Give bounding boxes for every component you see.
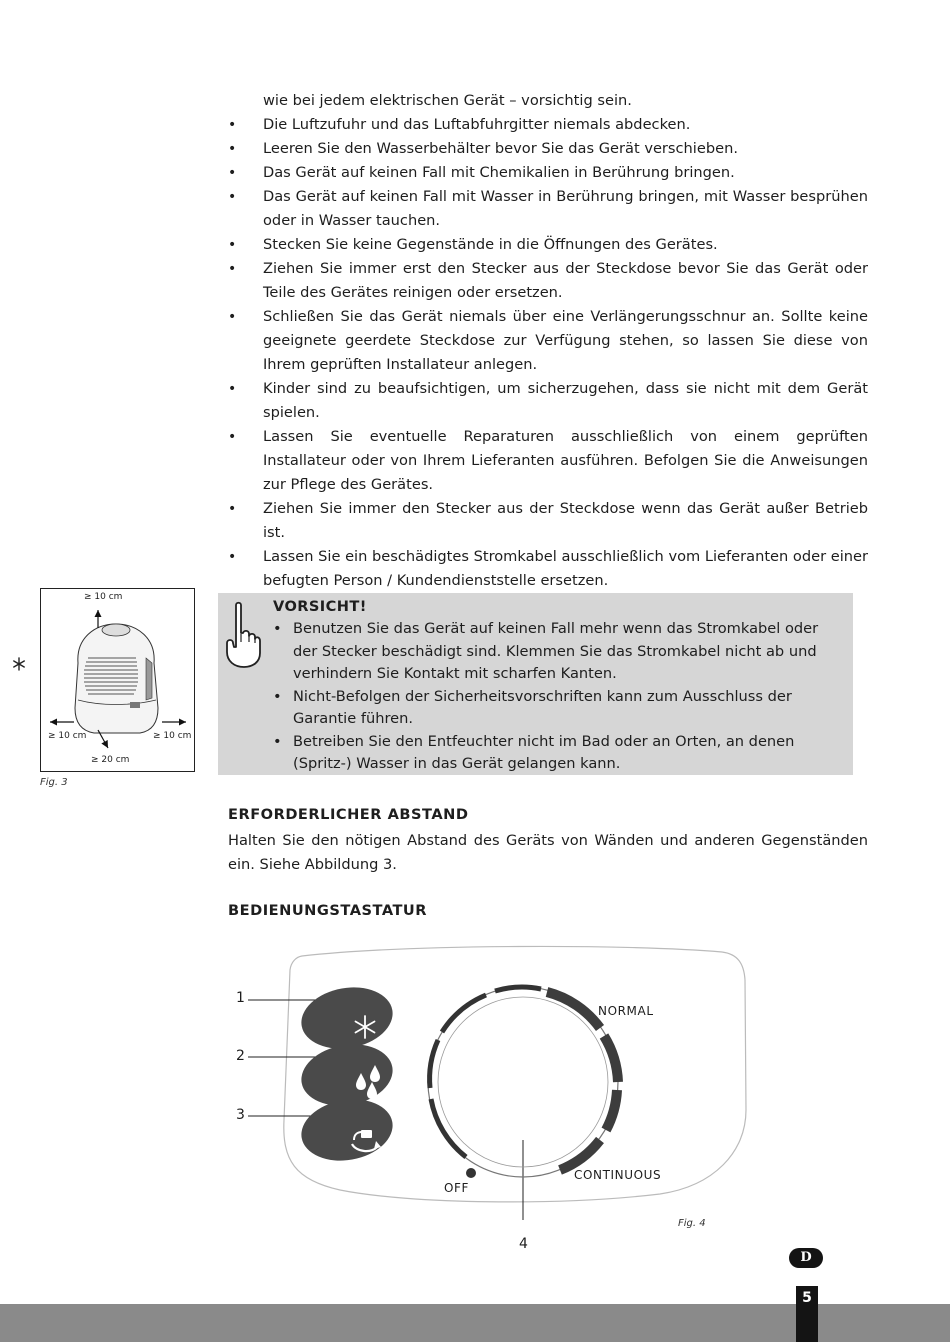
pointing-finger-icon [222, 601, 262, 669]
keypad-heading: BEDIENUNGSTASTATUR [228, 902, 428, 919]
safety-item: • Die Luftzufuhr und das Luftabfuhrgitter niemals abdecken. [228, 113, 868, 137]
clearance-top-label: ≥ 10 cm [84, 592, 123, 602]
off-indicator-dot [466, 1168, 476, 1178]
warning-box [218, 593, 853, 775]
safety-list [228, 89, 868, 593]
control-panel-diagram [230, 940, 760, 1220]
clearance-heading: ERFORDERLICHER ABSTAND [228, 806, 469, 823]
callout-1: 1 [236, 990, 245, 1006]
warning-item: • Betreiben Sie den Entfeuchter nicht im Bad oder an Orten, an denen (Spritz-) Wasser in das Gerät gelangen kann. [273, 731, 843, 776]
safety-item: wie bei jedem elektrischen Gerät – vorsichtig sein. [263, 92, 632, 109]
clearance-left-label: ≥ 10 cm [48, 731, 87, 741]
keypad-buttons [296, 980, 397, 1167]
clearance-right-label: ≥ 10 cm [153, 731, 192, 741]
safety-item: • Leeren Sie den Wasserbehälter bevor Sie das Gerät verschieben. [228, 137, 868, 161]
callout-3: 3 [236, 1107, 245, 1123]
figure-caption: Fig. 3 [40, 777, 68, 788]
safety-item: • Stecken Sie keine Gegenstände in die Öffnungen des Gerätes. [228, 233, 868, 257]
safety-item: • Kinder sind zu beaufsichtigen, um sicherzugehen, dass sie nicht mit dem Gerät spielen. [228, 377, 868, 425]
warning-title: VORSICHT! [273, 598, 367, 615]
callout-4: 4 [519, 1236, 528, 1252]
warning-list [273, 618, 843, 776]
safety-item: • Das Gerät auf keinen Fall mit Wasser in Berührung bringen, mit Wasser besprühen oder in Wasser tauchen. [228, 185, 868, 233]
safety-item: • Lassen Sie ein beschädigtes Stromkabel ausschließlich vom Lieferanten oder einer befugten Person / Kundendienststelle ersetzen. [228, 545, 868, 593]
language-badge: D [789, 1248, 823, 1268]
snowflake-icon [12, 657, 26, 671]
safety-item: • Ziehen Sie immer erst den Stecker aus der Steckdose bevor Sie das Gerät oder Teile des Gerätes reinigen oder ersetzen. [228, 257, 868, 305]
page-number: 5 [796, 1286, 818, 1342]
clearance-figure [40, 588, 195, 772]
normal-label: NORMAL [598, 1004, 654, 1018]
warning-item: • Nicht-Befolgen der Sicherheitsvorschriften kann zum Ausschluss der Garantie führen. [273, 686, 843, 731]
clearance-text: Halten Sie den nötigen Abstand des Geräts von Wänden und anderen Gegenständen ein. Siehe Abbildung 3. [228, 832, 868, 873]
callout-2: 2 [236, 1048, 245, 1064]
clearance-bottom-label: ≥ 20 cm [91, 755, 130, 765]
continuous-label: CONTINUOUS [574, 1168, 662, 1182]
off-label: OFF [444, 1181, 470, 1195]
warning-item: • Benutzen Sie das Gerät auf keinen Fall mehr wenn das Stromkabel oder der Stecker beschädigt sind. Klemmen Sie das Stromkabel nicht ab und verhindern Sie Kontakt mit scharfen Kanten. [273, 618, 843, 686]
figure-caption: Fig. 4 [678, 1218, 706, 1229]
safety-item: • Ziehen Sie immer den Stecker aus der Steckdose wenn das Gerät außer Betrieb ist. [228, 497, 868, 545]
safety-item: • Schließen Sie das Gerät niemals über eine Verlängerungsschnur an. Sollte keine geeignete geerdete Steckdose zur Verfügung stehen, so lassen Sie diese von Ihrem geprüften Installateur anlegen. [228, 305, 868, 377]
safety-item: • Das Gerät auf keinen Fall mit Chemikalien in Berührung bringen. [228, 161, 868, 185]
dehumidifier-illustration [40, 588, 195, 772]
safety-item: • Lassen Sie eventuelle Reparaturen ausschließlich von einem geprüften Installateur oder von Ihrem Lieferanten ausführen. Befolgen Sie die Anweisungen zur Pflege des Gerätes. [228, 425, 868, 497]
